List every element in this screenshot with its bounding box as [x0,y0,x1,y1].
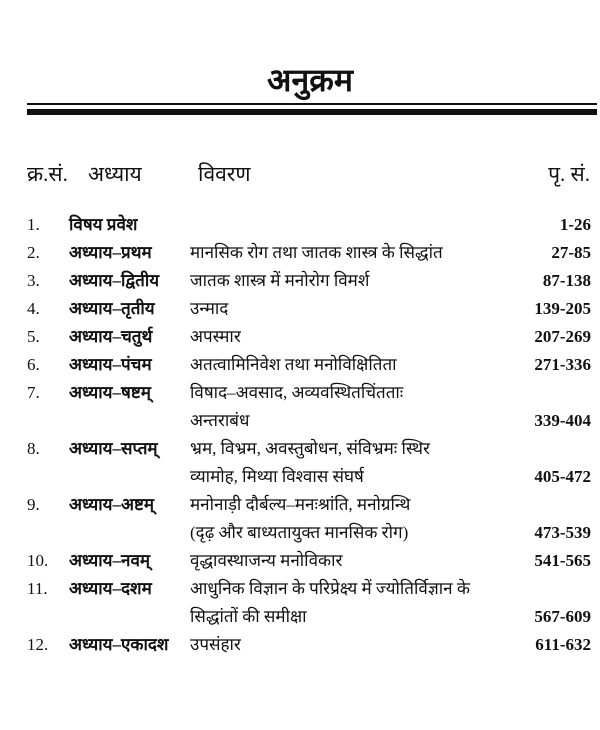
entry-pages: 541-565 [534,551,591,570]
entry-description: व्यामोह, मिथ्या विश्वास संघर्ष [190,467,364,486]
toc-entry-line [27,463,591,491]
entry-pages: 207-269 [534,327,591,346]
header-description: विवरण [198,162,251,186]
entry-number: 5. [27,327,40,346]
toc-entry[interactable] [27,547,591,575]
toc-entry-line [27,295,591,323]
toc-entry-line [27,239,591,267]
toc-entry[interactable] [27,239,591,267]
entry-description: अपस्मार [190,327,241,346]
toc-entry[interactable] [27,267,591,295]
entry-chapter: अध्याय–तृतीय [69,299,155,318]
entry-number: 3. [27,271,40,290]
toc-entry-line [27,351,591,379]
header-chapter: अध्याय [88,162,142,186]
entry-chapter: अध्याय–सप्तम् [69,439,158,458]
toc-entry-line [27,575,591,603]
entry-pages: 27-85 [551,243,591,262]
entry-number: 4. [27,299,40,318]
entry-number: 10. [27,551,49,570]
entry-number: 9. [27,495,40,514]
entry-description: उन्माद [190,299,229,318]
entry-description: विषाद–अवसाद, अव्यवस्थितचिंतताः [190,383,404,402]
toc-entry-line [27,323,591,351]
entry-chapter: अध्याय–चतुर्थ [69,327,153,346]
entry-description: जातक शास्त्र में मनोरोग विमर्श [190,271,370,290]
title-rule-thin [27,103,597,105]
entry-pages: 339-404 [534,411,591,430]
toc-entry-line [27,267,591,295]
entry-pages: 271-336 [534,355,591,374]
entry-number: 2. [27,243,40,262]
page-title: अनुक्रम [267,62,353,98]
toc-entry-line [27,435,591,463]
entry-pages: 611-632 [535,635,591,654]
toc-entry[interactable] [27,575,591,631]
entry-chapter: अध्याय–षष्टम् [69,383,151,402]
entry-chapter: अध्याय–अष्टम् [69,495,155,514]
toc-entry-line [27,491,591,519]
toc-entry-line [27,407,591,435]
entry-number: 8. [27,439,40,458]
entry-number: 7. [27,383,40,402]
entry-chapter: अध्याय–प्रथम [69,243,152,262]
toc-entry[interactable] [27,631,591,659]
entry-chapter: अध्याय–द्वितीय [69,271,160,290]
entry-pages: 139-205 [534,299,591,318]
entry-chapter: अध्याय–दशम [69,579,152,598]
entry-chapter: अध्याय–पंचम [69,355,152,374]
entry-description: भ्रम, विभ्रम, अवस्तुबोधन, संविभ्रमः स्थिर [190,439,430,458]
entry-chapter: अध्याय–एकादश [69,635,169,654]
toc-entry[interactable] [27,351,591,379]
entry-pages: 567-609 [534,607,591,626]
entry-number: 6. [27,355,40,374]
toc-entry[interactable] [27,295,591,323]
entry-description: मानसिक रोग तथा जातक शास्त्र के सिद्धांत [190,243,443,262]
entry-chapter: अध्याय–नवम् [69,551,151,570]
entry-description: अन्तराबंध [190,411,250,430]
toc-entry[interactable] [27,211,591,239]
toc-entry-line [27,379,591,407]
header-serial: क्र.सं. [27,162,68,186]
title-rule-thick [27,109,597,115]
entry-description: मनोनाड़ी दौर्बल्य–मनःश्रांति, मनोग्रन्थि [190,495,411,514]
entry-number: 11. [27,579,48,598]
entry-description: वृद्धावस्थाजन्य मनोविकार [190,551,343,570]
entry-chapter: विषय प्रवेश [69,215,138,234]
toc-entry[interactable] [27,435,591,491]
toc-entry[interactable] [27,379,591,435]
entry-description: सिद्धांतों की समीक्षा [190,607,307,626]
entry-pages: 87-138 [542,271,591,290]
entry-pages: 1-26 [559,215,591,234]
toc-entry[interactable] [27,323,591,351]
entry-description: अतत्वामिनिवेश तथा मनोविक्षितिता [190,355,397,374]
entry-number: 12. [27,635,49,654]
entry-description: (दृढ़ और बाध्यतायुक्त मानसिक रोग) [190,523,409,542]
entry-pages: 473-539 [534,523,591,542]
entry-number: 1. [27,215,40,234]
toc-entry[interactable] [27,491,591,547]
entry-description: आधुनिक विज्ञान के परिप्रेक्ष्य में ज्योतिर्विज्ञान के [190,579,470,598]
entry-pages: 405-472 [534,467,591,486]
entry-description: उपसंहार [190,635,241,654]
toc-entry-line [27,603,591,631]
toc-entry-line [27,519,591,547]
toc-entry-line [27,631,591,659]
toc-list [27,211,591,659]
toc-entry-line [27,211,591,239]
header-page: पृ. सं. [548,162,590,186]
toc-entry-line [27,547,591,575]
